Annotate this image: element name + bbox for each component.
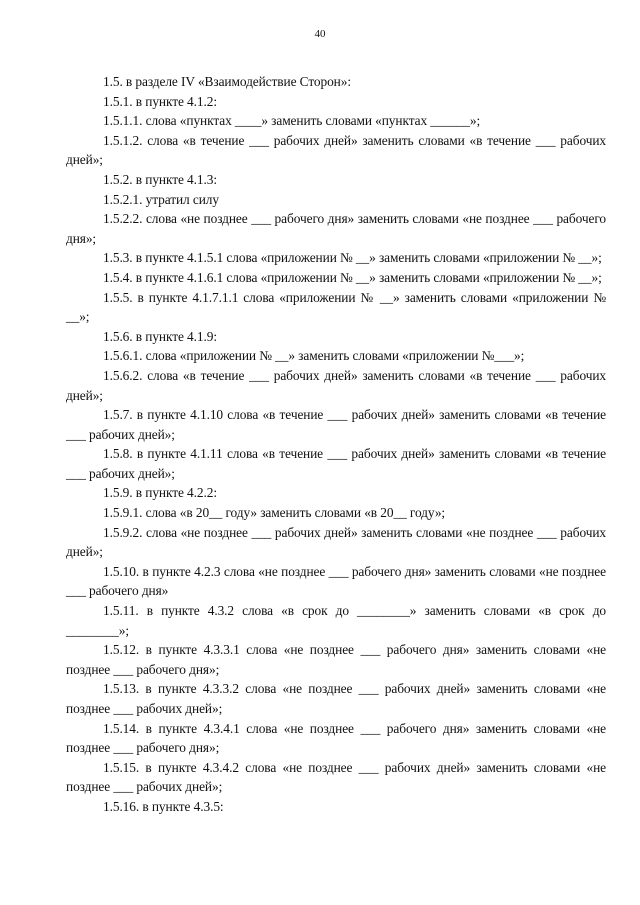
paragraph-1-5-2-1: 1.5.2.1. утратил силу [103,191,219,207]
paragraph-1-5-7: 1.5.7. в пункте 4.1.10 слова «в течение ___ рабочих дней» заменить словами «в течение ___ рабочих дней»; [66,407,606,442]
paragraph-1-5-14: 1.5.14. в пункте 4.3.4.1 слова «не позднее ___ рабочего дня» заменить словами «не позднее ___ рабочего дня»; [66,720,606,756]
paragraph-1-5-6: 1.5.6. в пункте 4.1.9: [103,328,217,344]
paragraph-1-5-8: 1.5.8. в пункте 4.1.11 слова «в течение ___ рабочих дней» заменить словами «в течение ___ рабочих дней»; [66,446,606,481]
paragraph-1-5-16: 1.5.16. в пункте 4.3.5: [103,798,224,814]
page-number: 40 [314,28,326,40]
paragraph-1-5-9-2: 1.5.9.2. слова «не позднее ___ рабочих дней» заменить словами «не позднее ___ рабочих дней»; [66,524,606,560]
paragraph-1-5-1-2: 1.5.1.2. слова «в течение ___ рабочих дней» заменить словами «в течение ___ рабочих дней»; [66,132,606,168]
paragraph-1-5-6-2: 1.5.6.2. слова «в течение ___ рабочих дней» заменить словами «в течение ___ рабочих дней»; [66,367,606,403]
paragraph-1-5-9: 1.5.9. в пункте 4.2.2: [103,485,217,501]
paragraph-1-5: 1.5. в разделе IV «Взаимодействие Сторон»: [103,74,351,89]
paragraph-1-5-1: 1.5.1. в пункте 4.1.2: [103,93,217,109]
paragraph-1-5-9-1: 1.5.9.1. слова «в 20__ году» заменить словами «в 20__ году»; [103,505,446,521]
paragraph-1-5-1-1: 1.5.1.1. слова «пунктах ____» заменить словами «пунктах ______»; [103,113,481,129]
paragraph-1-5-4: 1.5.4. в пункте 4.1.6.1 слова «приложении № __» заменить словами «приложении № __»; [103,269,602,285]
paragraph-1-5-12: 1.5.12. в пункте 4.3.3.1 слова «не позднее ___ рабочего дня» заменить словами «не позднее ___ рабочего дня»; [66,642,606,677]
paragraph-1-5-6-1: 1.5.6.1. слова «приложении № __» заменить словами «приложении №___»; [103,348,525,364]
paragraph-1-5-15: 1.5.15. в пункте 4.3.4.2 слова «не позднее ___ рабочих дней» заменить словами «не позднее ___ рабочих дней»; [66,759,606,795]
paragraph-1-5-2-2: 1.5.2.2. слова «не позднее ___ рабочего дня» заменить словами «не позднее ___ рабочего дня»; [66,211,606,246]
document-body [66,72,606,817]
paragraph-1-5-3: 1.5.3. в пункте 4.1.5.1 слова «приложении № __» заменить словами «приложении № __»; [103,250,602,266]
paragraph-1-5-2: 1.5.2. в пункте 4.1.3: [103,171,217,187]
paragraph-1-5-11: 1.5.11. в пункте 4.3.2 слова «в срок до ________» заменить словами «в срок до ________»; [66,603,606,638]
paragraph-1-5-13: 1.5.13. в пункте 4.3.3.2 слова «не позднее ___ рабочих дней» заменить словами «не позднее ___ рабочих дней»; [66,681,606,716]
paragraph-1-5-10: 1.5.10. в пункте 4.2.3 слова «не позднее ___ рабочего дня» заменить словами «не позднее ___ рабочего дня» [66,563,606,599]
paragraph-1-5-5: 1.5.5. в пункте 4.1.7.1.1 слова «приложении № __» заменить словами «приложении № __»; [66,289,606,325]
